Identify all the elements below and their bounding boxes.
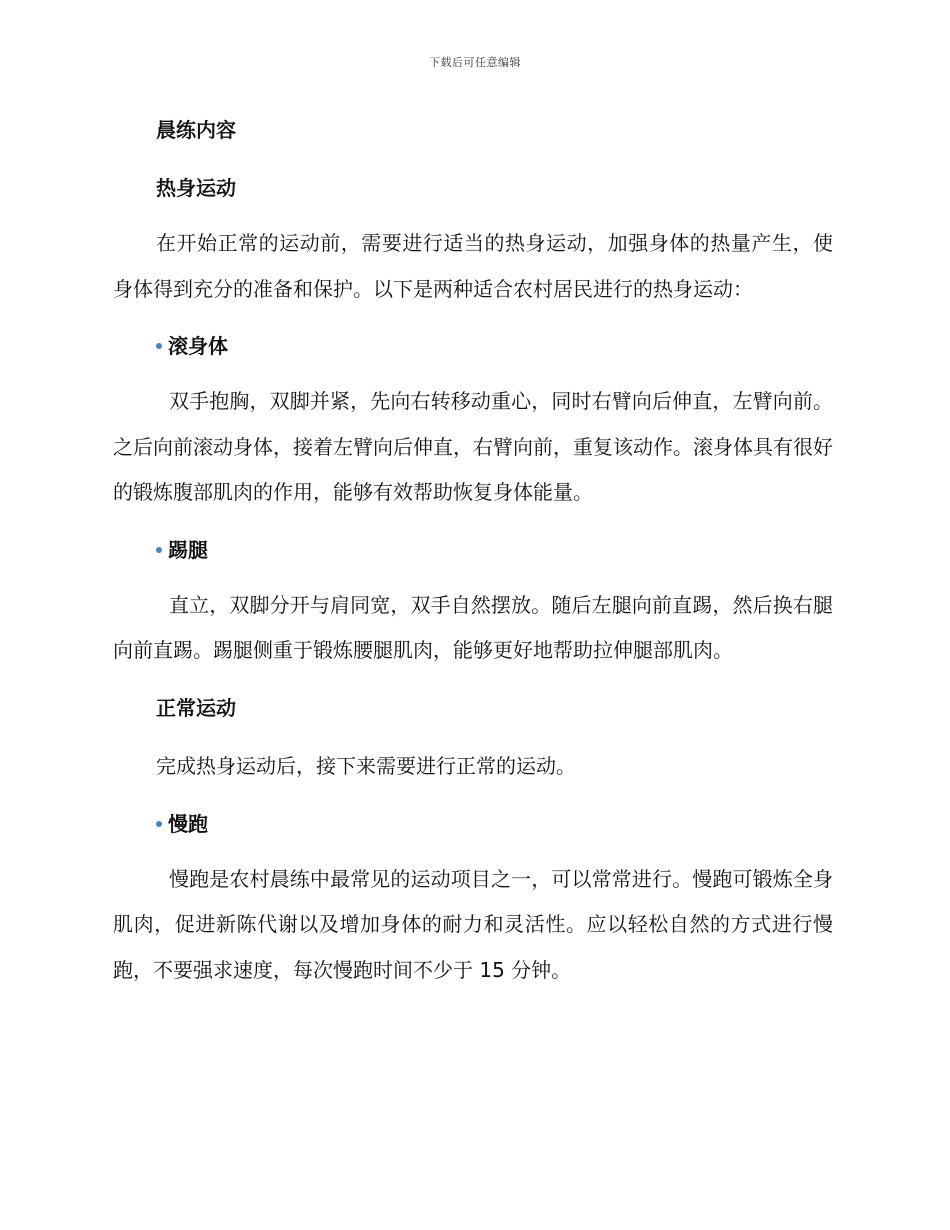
bullet-dot-icon — [156, 343, 162, 349]
kick-description-paragraph: 直立，双脚分开与肩同宽，双手自然摆放。随后左腿向前直踢，然后换右腿向前直踢。踢腿侧重于锻炼腰腿肌肉，能够更好地帮助拉伸腿部肌肉。 — [113, 592, 833, 662]
bullet-item-jog — [113, 810, 833, 838]
section-title: 晨练内容 — [156, 118, 236, 142]
bullet-dot-icon — [156, 821, 162, 827]
warmup-heading: 热身运动 — [156, 176, 236, 200]
header-note: 下载后可任意编辑 — [429, 56, 521, 69]
normal-exercise-intro: 完成热身运动后，接下来需要进行正常的运动。 — [156, 753, 576, 778]
bullet-item-kick — [113, 536, 833, 564]
roll-description-paragraph: 双手抱胸，双脚并紧，先向右转移动重心，同时右臂向后伸直，左臂向前。之后向前滚动身体，接着左臂向后伸直，右臂向前，重复该动作。滚身体具有很好的锻炼腹部肌肉的作用，能够有效帮助恢复身体能量。 — [113, 389, 833, 504]
bullet-label-roll: 滚身体 — [168, 334, 228, 358]
bullet-label-kick: 踢腿 — [168, 537, 208, 562]
warmup-intro-paragraph: 在开始正常的运动前，需要进行适当的热身运动，加强身体的热量产生，使身体得到充分的准备和保护。以下是两种适合农村居民进行的热身运动： — [113, 231, 833, 301]
bullet-dot-icon — [156, 547, 162, 553]
bullet-item-roll — [113, 332, 833, 360]
jog-description-paragraph: 慢跑是农村晨练中最常见的运动项目之一，可以常常进行。慢跑可锻炼全身肌肉，促进新陈代谢以及增加身体的耐力和灵活性。应以轻松自然的方式进行慢跑，不要强求速度，每次慢跑时间不少于 15 分钟。 — [113, 866, 833, 982]
normal-exercise-heading: 正常运动 — [156, 695, 236, 720]
bullet-label-jog: 慢跑 — [168, 811, 208, 836]
document-body — [113, 110, 833, 993]
